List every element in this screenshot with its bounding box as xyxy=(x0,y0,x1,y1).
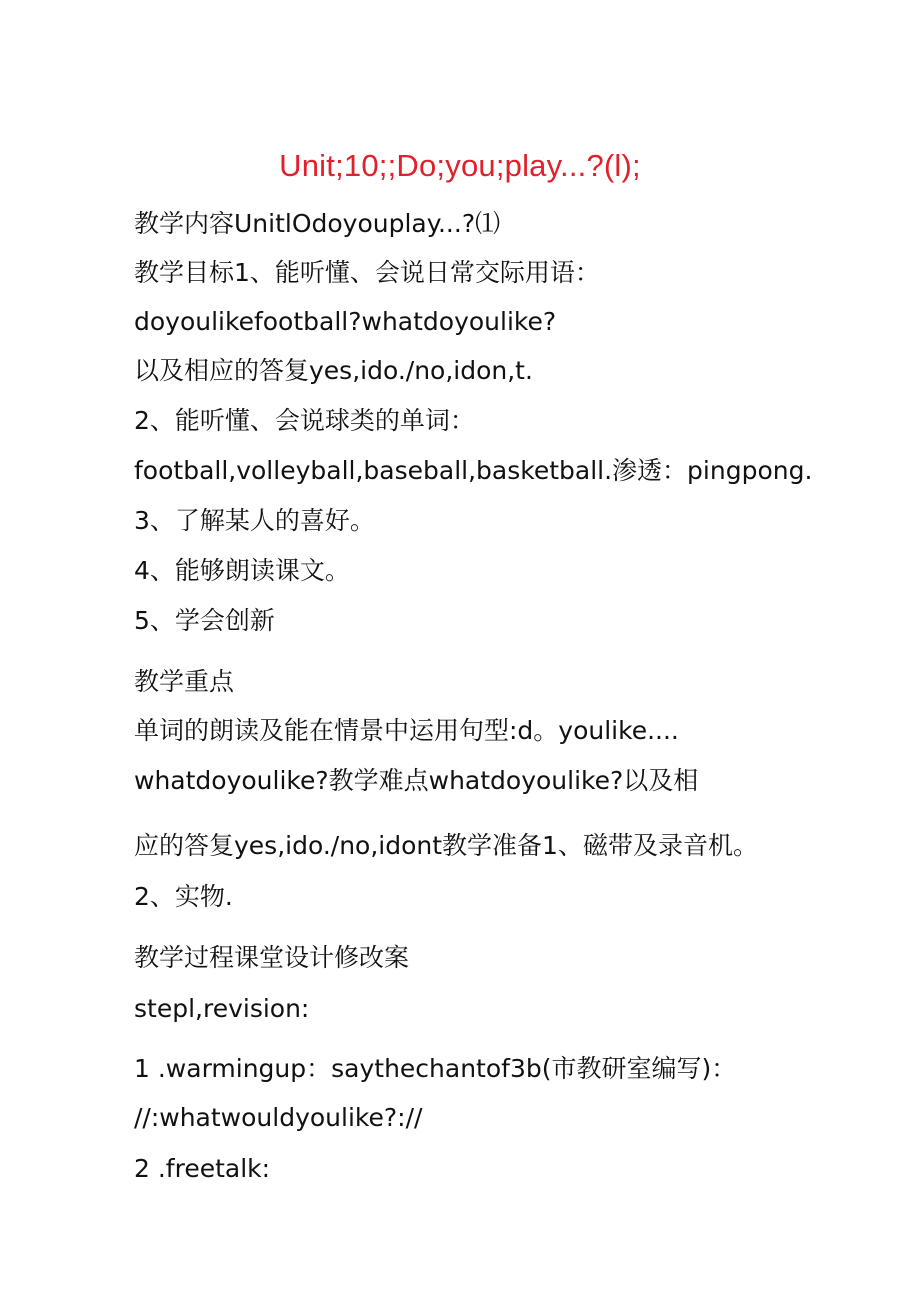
line-goal-3: 3、了解某人的喜好。 xyxy=(134,506,375,535)
line-process-heading: 教学过程课堂设计修改案 xyxy=(134,943,410,972)
line-goal-5: 5、学会创新 xyxy=(134,606,275,635)
line-phrases: doyoulikefootball?whatdoyoulike? xyxy=(134,307,557,336)
document-title: Unit;10;;Do;you;play...?(l); xyxy=(279,148,641,183)
line-difficulties: whatdoyoulike?教学难点whatdoyoulike?以及相 xyxy=(134,766,699,795)
line-preparation: 应的答复yes,ido./no,idont教学准备1、磁带及录音机。 xyxy=(134,831,758,860)
line-warming-up: 1 .warmingup：saythechantof3b(市教研室编写)： xyxy=(134,1054,737,1083)
line-free-talk: 2 .freetalk: xyxy=(134,1154,271,1183)
line-answers: 以及相应的答复yes,ido./no,idon,t. xyxy=(134,356,533,385)
line-step-1: stepl,revision: xyxy=(134,994,310,1023)
line-key-points: 单词的朗读及能在情景中运用句型:d。youlike.... xyxy=(134,716,679,745)
line-key-points-heading: 教学重点 xyxy=(134,667,235,696)
line-chant: //:whatwouldyoulike?:// xyxy=(134,1103,423,1132)
line-teaching-goal-1: 教学目标1、能听懂、会说日常交际用语： xyxy=(134,258,600,287)
line-goal-4: 4、能够朗读课文。 xyxy=(134,556,350,585)
line-preparation-2: 2、实物. xyxy=(134,882,233,911)
line-teaching-content: 教学内容UnitlOdoyouplay...?⑴ xyxy=(134,209,501,238)
line-ball-words: football,volleyball,baseball,basketball.渗透：pingpong. xyxy=(134,456,813,485)
line-goal-2: 2、能听懂、会说球类的单词： xyxy=(134,406,475,435)
